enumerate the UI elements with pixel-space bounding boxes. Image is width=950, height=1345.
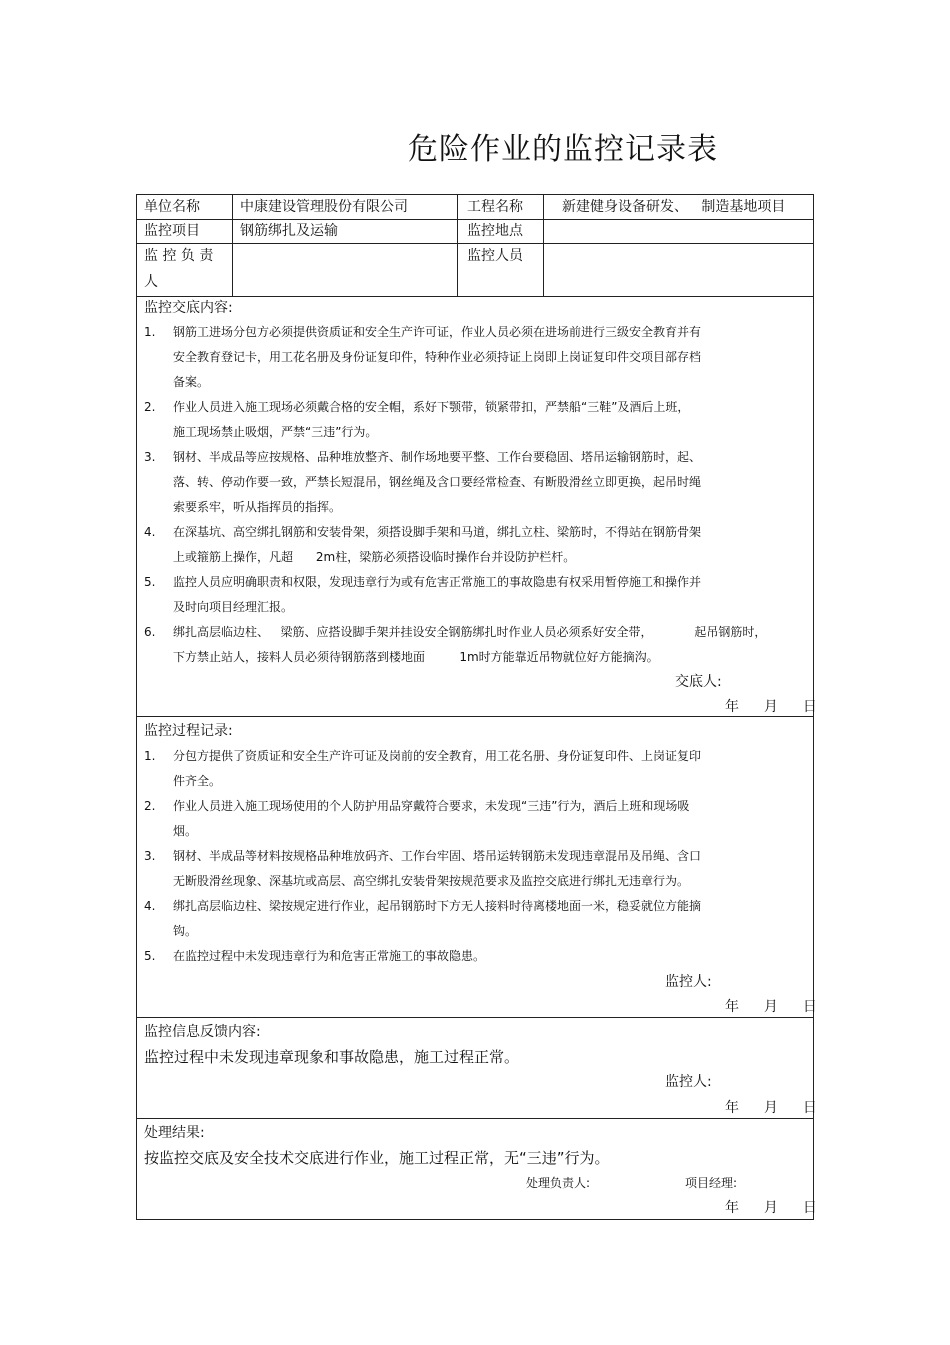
row-divider	[137, 296, 813, 297]
briefing-item-number: 5.	[144, 575, 156, 589]
briefing-item-line: 绑扎高层临边柱、 梁筋、应搭设脚手架并挂设安全钢筋绑扎时作业人员必须系好安全带， 起吊钢筋时，	[173, 625, 767, 639]
process-item-line: 绑扎高层临边柱、梁按规定进行作业，起吊钢筋时下方无人接料时待离楼地面一米，稳妥就位方能摘	[173, 899, 702, 913]
process-date	[725, 998, 817, 1016]
monitoring-form	[136, 194, 817, 1220]
briefing-item-line: 备案。	[173, 375, 210, 389]
briefing-item-line: 下方禁止站人，接料人员必须待钢筋落到楼地面 1m时方能靠近吊物就位好方能摘沟。	[173, 650, 659, 664]
briefing-date	[725, 698, 817, 716]
month-label: 月	[763, 999, 778, 1015]
month-label: 月	[763, 1100, 778, 1116]
briefing-item-line: 在深基坑、高空绑扎钢筋和安装骨架，须搭设脚手架和马道，绑扎立柱、梁筋时，不得站在钢筋骨架	[173, 525, 702, 539]
briefing-item-line: 钢筋工进场分包方必须提供资质证和安全生产许可证，作业人员必须在进场前进行三级安全教育并有	[173, 325, 702, 339]
process-item-line: 钢材、半成品等材料按规格品种堆放码齐、工作台牢固、塔吊运转钢筋未发现违章混吊及吊绳、含口	[173, 849, 702, 863]
process-heading: 监控过程记录:	[144, 723, 233, 739]
result-date	[725, 1199, 817, 1217]
briefing-item-number: 2.	[144, 400, 156, 414]
process-item-line: 烟。	[173, 824, 198, 838]
unit-name-label: 单位名称	[144, 199, 200, 215]
briefing-item-line: 施工现场禁止吸烟，严禁“三违”行为。	[173, 425, 378, 439]
process-item-number: 2.	[144, 799, 156, 813]
feedback-date	[725, 1099, 817, 1117]
briefing-heading: 监控交底内容:	[144, 300, 233, 316]
briefing-item-number: 1.	[144, 325, 156, 339]
process-item-line: 无断股滑丝现象、深基坑或高层、高空绑扎安装骨架按规范要求及监控交底进行绑扎无违章行为。	[173, 874, 690, 888]
briefing-item-line: 钢材、半成品等应按规格、品种堆放整齐、制作场地要平整、工作台要稳固、塔吊运输钢筋时，起、	[173, 450, 702, 464]
briefing-item-number: 6.	[144, 625, 156, 639]
day-label: 日	[802, 999, 817, 1015]
handler-label: 处理负责人:	[526, 1176, 591, 1190]
year-label: 年	[725, 1100, 739, 1116]
briefing-item-line: 作业人员进入施工现场必须戴合格的安全帽，系好下颚带，锁紧带扣，严禁船“三鞋”及酒后上班，	[173, 400, 690, 414]
monitor-site-label: 监控地点	[467, 223, 523, 239]
briefing-item-line: 及时向项目经理汇报。	[173, 600, 294, 614]
year-label: 年	[725, 699, 739, 715]
col-divider	[543, 195, 544, 296]
row-divider	[137, 219, 813, 220]
monitor-lead-label: 监 控 负 责	[144, 248, 214, 264]
process-item-number: 4.	[144, 899, 156, 913]
briefing-item-number: 4.	[144, 525, 156, 539]
result-heading: 处理结果:	[144, 1125, 205, 1141]
briefing-item-line: 落、转、停动作要一致，严禁长短混吊，钢丝绳及含口要经常检查、有断股滑丝立即更换，起吊时绳	[173, 475, 702, 489]
briefing-signer-label: 交底人:	[675, 674, 722, 690]
year-label: 年	[725, 1200, 739, 1216]
project-manager-label: 项目经理:	[685, 1176, 738, 1190]
col-divider	[232, 195, 233, 296]
section-divider	[137, 716, 813, 717]
result-content: 按监控交底及安全技术交底进行作业，施工过程正常，无“三违”行为。	[144, 1149, 610, 1167]
section-divider	[137, 1118, 813, 1119]
briefing-item-line: 安全教育登记卡，用工花名册及身份证复印件，特种作业必须持证上岗即上岗证复印件交项目部存档	[173, 350, 702, 364]
month-label: 月	[763, 1200, 778, 1216]
briefing-item-number: 3.	[144, 450, 156, 464]
feedback-heading: 监控信息反馈内容:	[144, 1024, 261, 1040]
process-item-number: 3.	[144, 849, 156, 863]
process-item-number: 5.	[144, 949, 156, 963]
monitor-lead-label-cont: 人	[144, 274, 158, 290]
section-divider	[137, 1017, 813, 1018]
feedback-signer-label: 监控人:	[665, 1074, 712, 1090]
day-label: 日	[802, 1200, 817, 1216]
page-title: 危险作业的监控记录表	[408, 132, 718, 167]
process-item-line: 件齐全。	[173, 774, 222, 788]
monitor-staff-label: 监控人员	[467, 248, 523, 264]
year-label: 年	[725, 999, 739, 1015]
day-label: 日	[802, 699, 817, 715]
process-item-line: 分包方提供了资质证和安全生产许可证及岗前的安全教育，用工花名册、身份证复印件、上岗证复印	[173, 749, 702, 763]
briefing-item-line: 索要系牢，听从指挥员的指挥。	[173, 500, 342, 514]
col-divider	[457, 195, 458, 296]
process-item-line: 在监控过程中未发现违章行为和危害正常施工的事故隐患。	[173, 949, 486, 963]
project-name-label: 工程名称	[467, 199, 523, 215]
feedback-content: 监控过程中未发现违章现象和事故隐患，施工过程正常。	[144, 1048, 520, 1066]
row-divider	[137, 243, 813, 244]
unit-name-value: 中康建设管理股份有限公司	[240, 199, 408, 215]
process-signer-label: 监控人:	[665, 974, 712, 990]
monitor-item-value: 钢筋绑扎及运输	[240, 223, 338, 239]
process-item-number: 1.	[144, 749, 156, 763]
briefing-item-line: 上或箍筋上操作，凡超 2m柱，梁筋必须搭设临时操作台并设防护栏杆。	[173, 550, 576, 564]
project-name-value: 新建健身设备研发、 制造基地项目	[562, 199, 786, 215]
briefing-item-line: 监控人员应明确职责和权限，发现违章行为或有危害正常施工的事故隐患有权采用暂停施工和操作并	[173, 575, 702, 589]
process-item-line: 作业人员进入施工现场使用的个人防护用品穿戴符合要求，未发现“三违”行为，酒后上班和现场吸	[173, 799, 690, 813]
monitor-item-label: 监控项目	[144, 223, 200, 239]
month-label: 月	[763, 699, 778, 715]
process-item-line: 钩。	[173, 924, 198, 938]
day-label: 日	[802, 1100, 817, 1116]
